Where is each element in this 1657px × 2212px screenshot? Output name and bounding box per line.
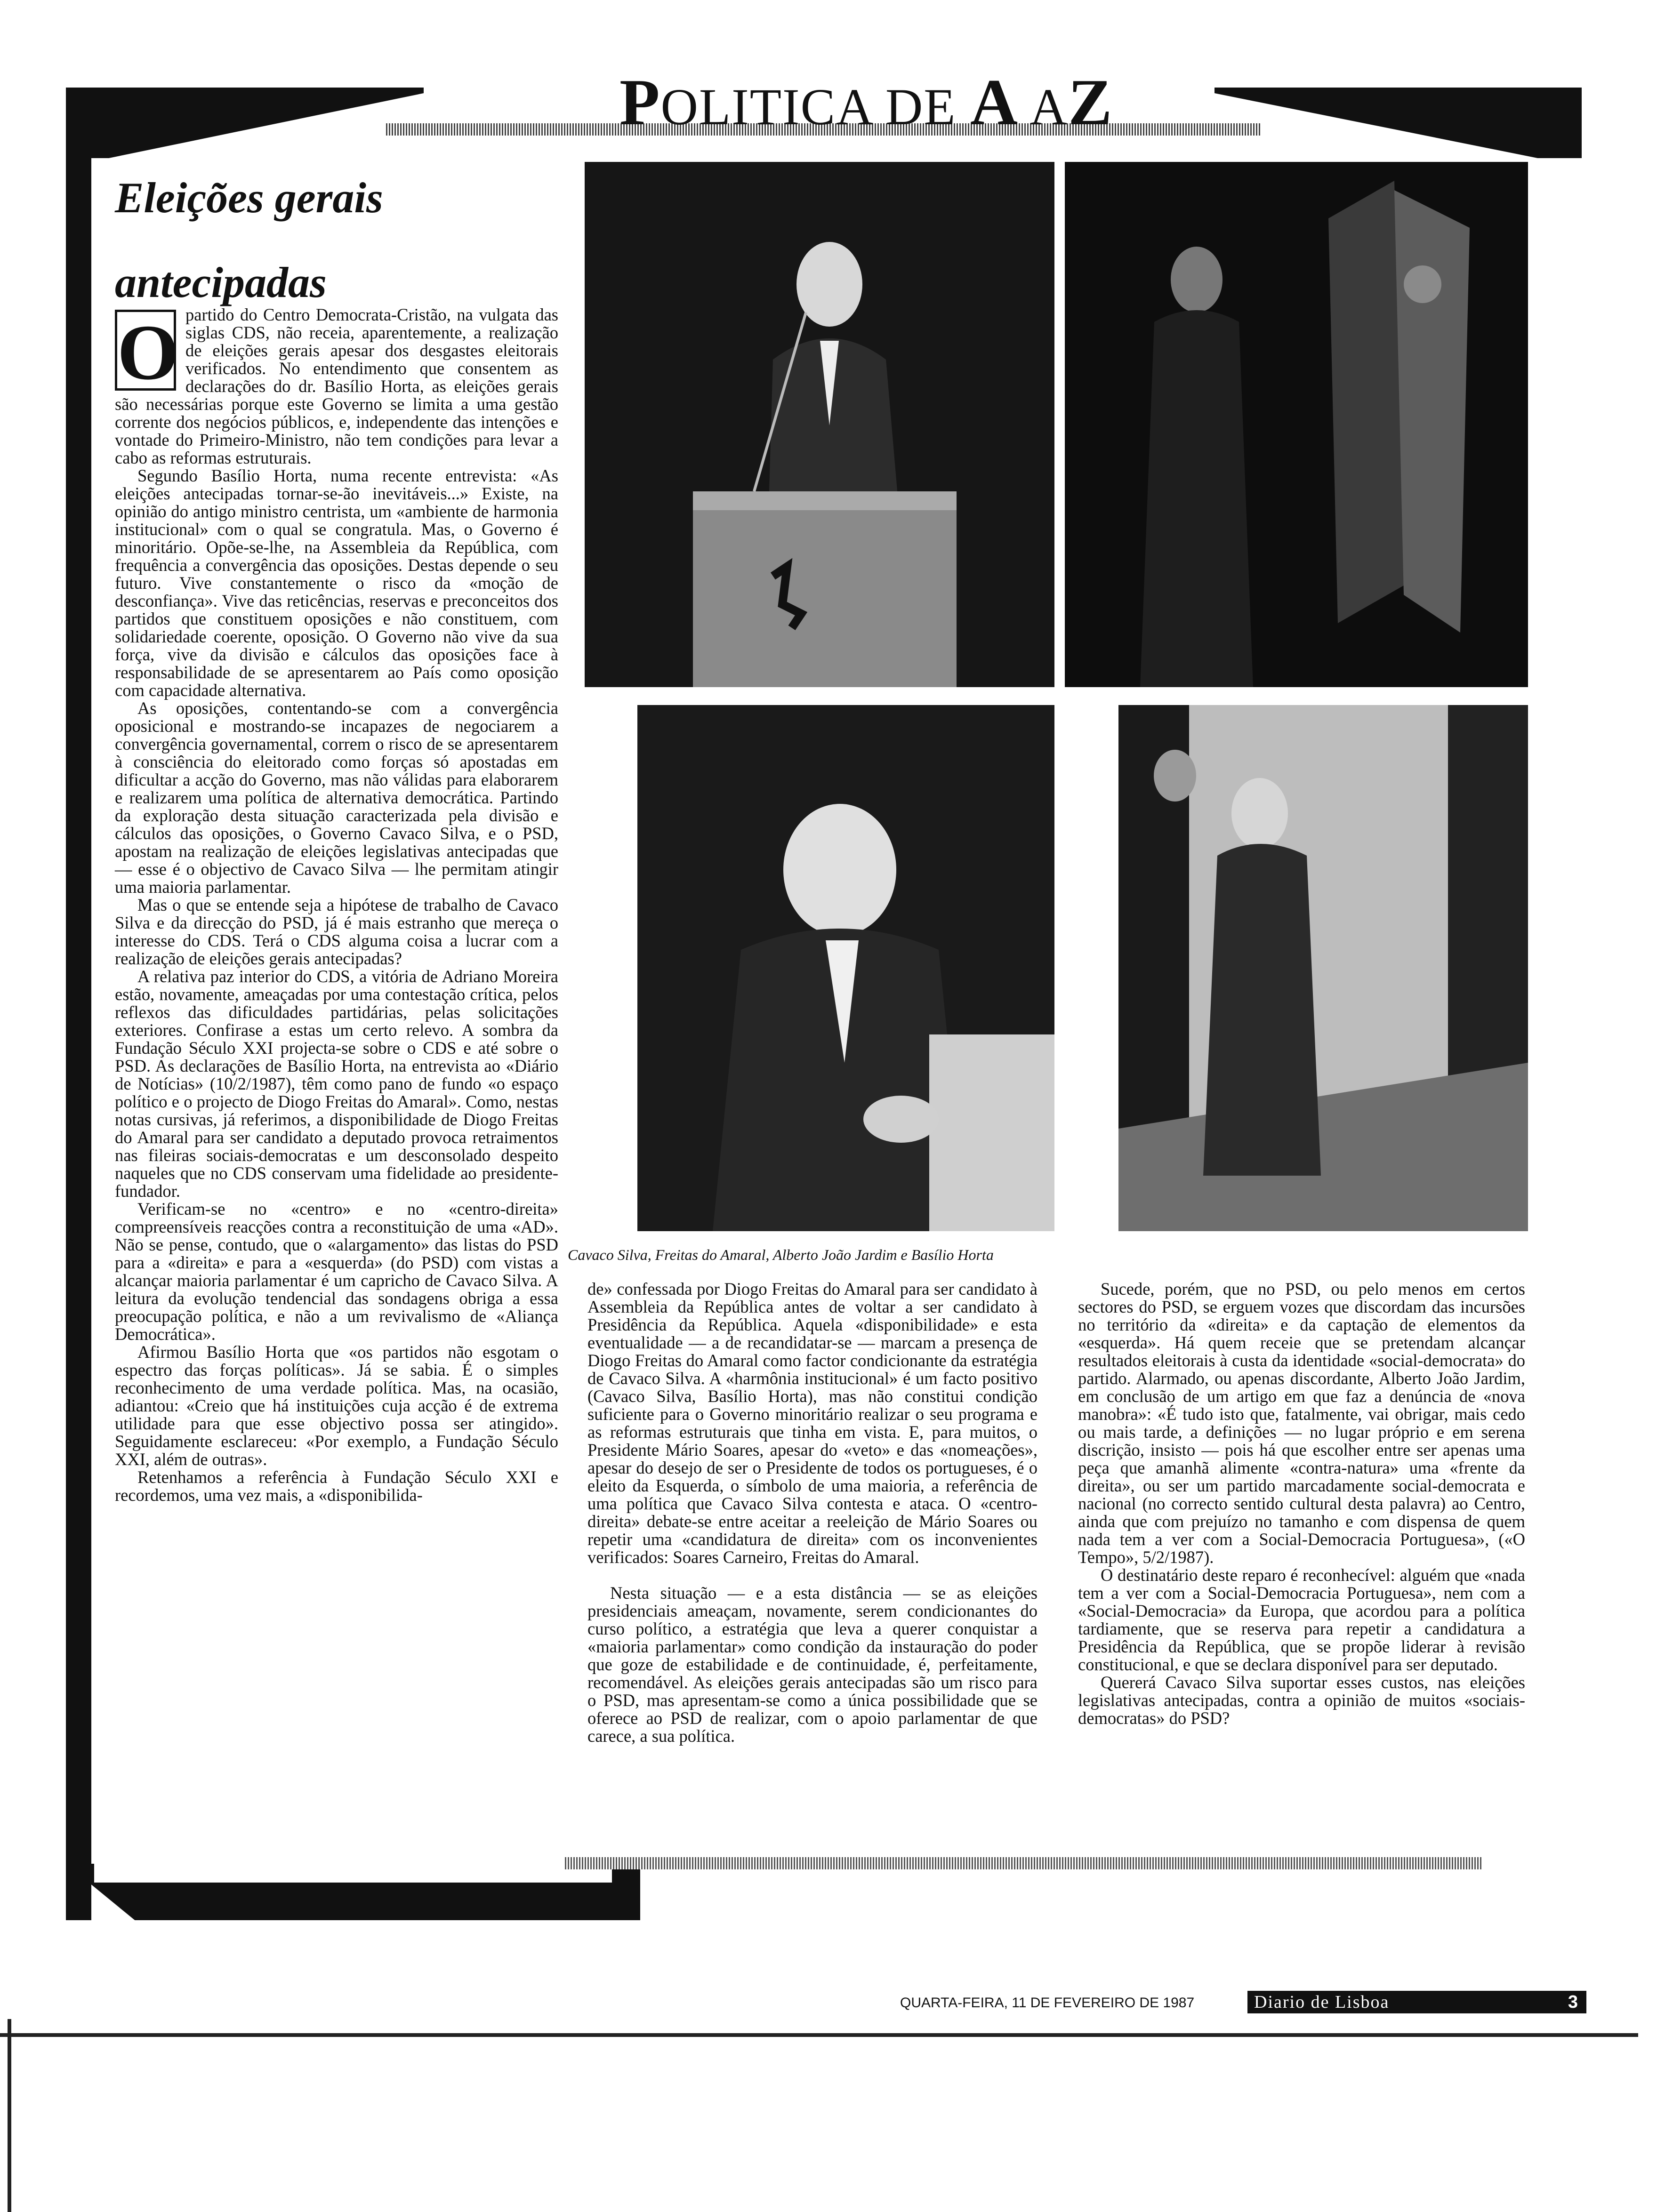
frame-bottom-gap	[94, 1864, 612, 1883]
footer-rule	[565, 1857, 1483, 1869]
section-title-a2: A	[1019, 78, 1068, 136]
article-column-3	[1078, 1280, 1525, 1727]
photo-smiling-illustration	[637, 705, 1054, 1231]
section-title-a1: A	[970, 66, 1019, 139]
masthead-bar	[1247, 1991, 1586, 2013]
frame-left-bar	[66, 141, 91, 1920]
paragraph: Verificam-se no «centro» e no «centro-direita» compreensíveis reacções contra a reconstituição de uma «AD». Não se pense, contudo, que o «alargamento» das listas do PSD para a «direita» e para a «esquerda» (do PSD) com vistas a alcançar maioria parlamentar é um capricho de Cavaco Silva. A leitura da evolução tendencial das sondagens obriga a essa preocupação política, e não a um revivalismo de «Aliança Democrática».	[115, 1199, 558, 1344]
article-column-2	[587, 1280, 1038, 1745]
photo-flags-illustration	[1065, 162, 1528, 687]
masthead-name: Diario de Lisboa	[1254, 1992, 1390, 2012]
paragraph: As oposições, contentando-se com a convergência oposicional e mostrando-se incapazes de negociarem a convergência governamental, correm o risco de se apresentarem à consciência do eleitorado como forças só apostadas em dificultar a acção do Governo, mas não válidas para elaborarem e realizarem uma política de alternativa democrática. Partindo da exploração desta situação caracterizada pela divisão e cálculos das oposições, o Governo Cavaco Silva, e o PSD, apostam na realização de eleições legislativas antecipadas que — esse é o objectivo de Cavaco Silva — lhe permitam atingir uma maioria parlamentar.	[115, 698, 558, 897]
headline-line-1: Eleições gerais	[115, 174, 383, 222]
section-title-initial: P	[619, 66, 661, 139]
article-column-1	[115, 306, 558, 1504]
photo-speaker-at-podium	[585, 162, 1054, 687]
section-title-z: Z	[1068, 66, 1113, 139]
page-number: 3	[1568, 1992, 1578, 2012]
photo-caption: Cavaco Silva, Freitas do Amaral, Alberto João Jardim e Basílio Horta	[568, 1246, 994, 1263]
photo-man-with-flags	[1065, 162, 1528, 687]
paragraph: A relativa paz interior do CDS, a vitória de Adriano Moreira estão, novamente, ameaçadas por uma contestação crítica, pelos reflexos das dificuldades partidárias, pelas solicitações exteriores. Confirase a estas um certo relevo. A sombra da Fundação Século XXI projecta-se sobre o CDS e até sobre o PSD. As declarações de Basílio Horta, na entrevista ao «Diário de Notícias» (10/2/1987), têm como pano de fundo «o espaço político e o projecto de Diogo Freitas do Amaral». Como, nestas notas cursivas, já referimos, a disponibilidade de Diogo Freitas do Amaral para ser candidato a deputado provoca retraimentos nas fileiras sociais-democratas e um desconsolado despeito naqueles que no CDS conservam uma fidelidade ao presidente-fundador.	[115, 967, 558, 1201]
paragraph: de» confessada por Diogo Freitas do Amaral para ser candidato à Assembleia da República antes de voltar a ser candidato à Presidência da República. Aquela «disponibilidade» e esta eventualidade — a de recandidatar-se — marcam a presença de Diogo Freitas do Amaral como factor condicionante da estratégia de Cavaco Silva. A «harmônia institucional» é um facto positivo (Cavaco Silva, Basílio Horta), mas não constitui condição suficiente para o Governo minoritário realizar o seu programa e as reformas estruturais que tinha em vista. E, para muitos, o Presidente Mário Soares, apesar do «veto» e das «nomeações», apesar do desejo de ser o Presidente de todos os portugueses, é o eleito da Esquerda, o símbolo de uma maioria, a referência de uma política que Cavaco Silva contesta e ataca. O «centro-direita» debate-se entre aceitar a reeleição de Mário Soares ou repetir uma «candidatura de direita» com os inconvenientes verificados: Soares Carneiro, Freitas do Amaral.	[587, 1279, 1038, 1567]
photo-man-smiling	[637, 705, 1054, 1231]
paragraph: Segundo Basílio Horta, numa recente entrevista: «As eleições antecipadas tornar-se-ão inevitáveis...» Existe, na opinião do antigo ministro centrista, um «ambiente de harmonia institucional» com o qual se congratula. Mas, o Governo é minoritário. Opõe-se-lhe, na Assembleia da República, com frequência a convergência das oposições. Destas depende o seu futuro. Vive constantemente o risco da «moção de desconfiança». Vive das reticências, reservas e preconceitos dos partidos que constituem oposições e não constituem, com solidariedade coerente, oposição. O Governo não vive da sua força, vive da divisão e cálculos das oposições face à responsabilidade de se apresentarem ao País como oposição com capacidade alternativa.	[115, 466, 558, 700]
page-left-edge-rule	[8, 2019, 11, 2212]
paragraph: partido do Centro Democrata-Cristão, na vulgata das siglas CDS, não receia, aparentemente, a realização de eleições gerais apesar dos desgastes eleitorais verificados. No entendimento que consentem as declarações do dr. Basílio Horta, as eleições gerais são necessárias porque este Governo se limita a uma gestão corrente dos negócios públicos, e, independente das intenções e vontade do Primeiro-Ministro, não tem condições para levar a cabo as reformas estruturais.	[115, 305, 558, 467]
paragraph: Retenhamos a referência à Fundação Século XXI e recordemos, uma vez mais, a «disponibilida-	[115, 1467, 558, 1505]
drop-cap: O	[115, 310, 176, 391]
headline-line-2: antecipadas	[115, 258, 327, 306]
issue-date: QUARTA-FEIRA, 11 DE FEVEREIRO DE 1987	[900, 1995, 1195, 2011]
photo-speaker-illustration	[585, 162, 1054, 687]
paragraph: O destinatário deste reparo é reconhecível: alguém que «nada tem a ver com a Social-Democracia Portuguesa», nem com a «Social-Democracia» da Europa, que acordou para a política tardiamente, que se reserva para repetir a candidatura a Presidência da República, que se propõe liderar à revisão constitucional, e que se declara disponível para ser deputado.	[1078, 1565, 1525, 1674]
photo-man-in-hallway	[1118, 705, 1528, 1231]
paragraph: Mas o que se entende seja a hipótese de trabalho de Cavaco Silva e da direcção do PSD, já é mais estranho que mereça o interesse do CDS. Terá o CDS alguma coisa a lucrar com a realização de eleições gerais antecipadas?	[115, 895, 558, 968]
section-title	[619, 66, 1113, 139]
header-decor-left	[66, 88, 424, 158]
header-decor-right	[1215, 88, 1582, 158]
page-bottom-rule	[0, 2033, 1638, 2037]
article-headline	[115, 155, 539, 325]
section-title-middle: OLITICA DE	[660, 78, 970, 136]
paragraph: Afirmou Basílio Horta que «os partidos não esgotam o espectro das forças políticas». Já se sabia. É o simples reconhecimento de uma verdade política. Mas, na ocasião, adiantou: «Creio que há instituições cuja acção é de extrema utilidade para que esse objectivo possa ser atingido». Seguidamente esclareceu: «Por exemplo, a Fundação Século XXI, além de outras».	[115, 1342, 558, 1469]
paragraph: Sucede, porém, que no PSD, ou pelo menos em certos sectores do PSD, se erguem vozes que discordam das incursões no território da «direita» e da captação de elementos da «esquerda». Há quem receie que se pretendam alcançar resultados eleitorais à custa da identidade «social-democrata» do partido. Alarmado, ou apenas discordante, Alberto João Jardim, em conclusão de um artigo em que faz a denúncia de «nova manobra»: «É tudo isto que, fatalmente, vai obrigar, mais cedo ou mais tarde, a definições — no lugar próprio e em serena discrição, insisto — pois há que escolher entre ser apenas uma peça que amanhã alimente «contra-natura» uma «frente da direita», ou ser um partido marcadamente social-democrata e nacional (no correcto sentido cultural desta palavra) ao Centro, ainda que com prejuízo no tamanho e com dispensa de quem nada tem a ver com a Social-Democracia Portuguesa», («O Tempo», 5/2/1987).	[1078, 1279, 1525, 1567]
photo-hallway-illustration	[1118, 705, 1528, 1231]
paragraph: Quererá Cavaco Silva suportar esses custos, nas eleições legislativas antecipadas, contra a opinião de muitos «sociais-democratas» do PSD?	[1078, 1673, 1525, 1728]
paragraph: Nesta situação — e a esta distância — se as eleições presidenciais ameaçam, novamente, serem condicionantes do curso político, a estratégia que leva a querer conquistar a «maioria parlamentar» como condição da instauração do poder que goze de estabilidade e de continuidade, é, perfeitamente, recomendável. As eleições gerais antecipadas são um risco para o PSD, mas apresentam-se como a única possibilidade que se oferece ao PSD de realizar, com o apoio parlamentar de que carece, a sua política.	[587, 1583, 1038, 1746]
